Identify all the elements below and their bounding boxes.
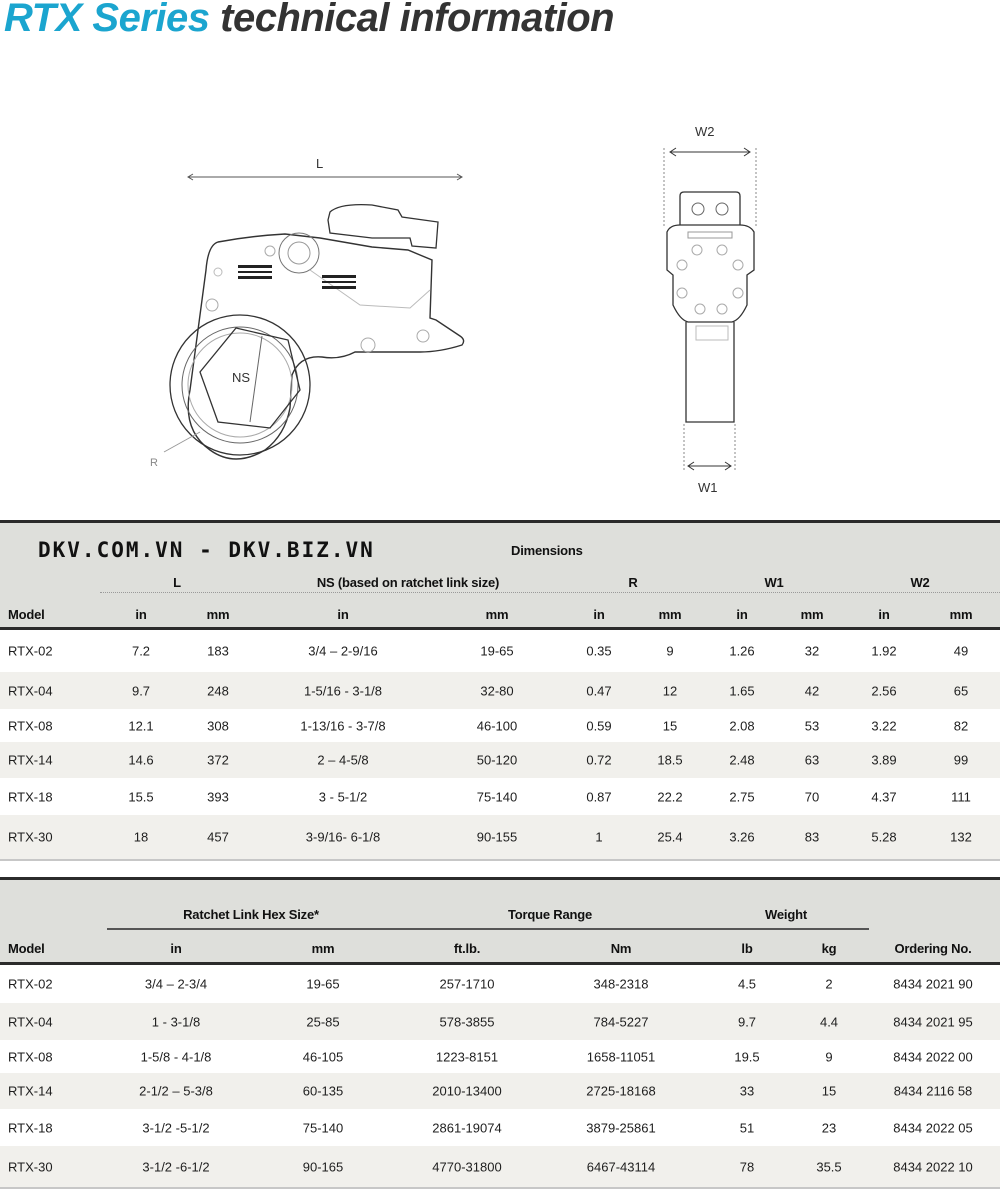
model-cell: RTX-18 (8, 1120, 53, 1135)
table-cell: 33 (739, 1083, 755, 1099)
table-cell: 7.2 (131, 643, 151, 659)
table-cell: 0.47 (586, 683, 612, 698)
column-header: kg (821, 941, 837, 956)
table-row (0, 1003, 1000, 1040)
table-cell: 2725-18168 (586, 1083, 656, 1099)
table-cell: 8434 2021 90 (893, 976, 973, 992)
table-cell: 99 (953, 752, 969, 768)
table-cell: 32-80 (480, 683, 514, 698)
table-cell: 12 (662, 683, 678, 698)
table-cell: 1.26 (729, 643, 755, 659)
table-cell: 1-13/16 - 3-7/8 (300, 718, 386, 733)
table-cell: 2861-19074 (432, 1120, 502, 1135)
table-cell: 2010-13400 (432, 1083, 502, 1099)
group-header: Ratchet Link Hex Size* (183, 907, 319, 922)
table-cell: 8434 2022 00 (893, 1049, 973, 1064)
table-row (0, 778, 1000, 815)
table-cell: 248 (207, 683, 229, 698)
column-header: mm (949, 607, 973, 622)
column-header: mm (658, 607, 682, 622)
table-cell: 46-105 (302, 1049, 344, 1064)
table-cell: 46-100 (476, 718, 518, 733)
group-header: NS (based on ratchet link size) (316, 575, 500, 590)
table-cell: 4770-31800 (432, 1159, 502, 1174)
group-header: L (173, 575, 181, 590)
table-cell: 1.92 (871, 643, 897, 659)
table-cell: 50-120 (476, 752, 518, 768)
label-length: L (316, 156, 324, 171)
column-header: in (170, 941, 182, 956)
specifications-table-body (0, 965, 1000, 1187)
table-cell: 19.5 (734, 1049, 760, 1064)
model-cell: RTX-30 (8, 829, 53, 845)
table-cell: 132 (950, 829, 972, 845)
column-header: in (337, 607, 349, 622)
table-bottom-rule (0, 859, 1000, 861)
table-cell: 3879-25861 (586, 1120, 656, 1135)
table-cell: 348-2318 (593, 976, 649, 992)
table-cell: 78 (739, 1159, 755, 1174)
table-cell: 8434 2022 10 (893, 1159, 973, 1174)
table-cell: 65 (953, 683, 969, 698)
table-row (0, 1040, 1000, 1073)
table-cell: 19-65 (306, 976, 340, 992)
table-cell: 22.2 (657, 789, 683, 804)
table-cell: 393 (207, 789, 229, 804)
dimensions-table-header (0, 523, 1000, 627)
model-cell: RTX-14 (8, 752, 53, 768)
torque-wrench-side-icon (140, 150, 480, 480)
group-divider (107, 928, 869, 930)
table-cell: 457 (207, 829, 229, 845)
column-header: mm (206, 607, 230, 622)
table-cell: 111 (951, 789, 971, 804)
table-cell: 578-3855 (439, 1014, 495, 1029)
table-cell: 25-85 (306, 1014, 340, 1029)
column-header: in (135, 607, 147, 622)
table-cell: 9 (666, 643, 674, 659)
group-header: R (628, 575, 638, 590)
table-cell: 32 (804, 643, 820, 659)
specifications-table (0, 877, 1000, 1189)
group-divider (100, 592, 1000, 593)
table-cell: 15 (821, 1083, 837, 1099)
table-row (0, 965, 1000, 1003)
table-cell: 35.5 (816, 1159, 842, 1174)
table-cell: 1223-8151 (435, 1049, 499, 1064)
table-row (0, 672, 1000, 709)
table-cell: 3-1/2 -6-1/2 (142, 1159, 210, 1174)
table-cell: 42 (804, 683, 820, 698)
table-cell: 90-155 (476, 829, 518, 845)
table-cell: 183 (207, 643, 229, 659)
table-cell: 3/4 – 2-3/4 (144, 976, 208, 992)
label-radius: R (150, 457, 158, 469)
table-cell: 9 (825, 1049, 833, 1064)
column-header: mm (311, 941, 335, 956)
dimensions-table (0, 520, 1000, 861)
table-cell: 372 (207, 752, 229, 768)
side-view-drawing (140, 150, 480, 480)
table-cell: 1-5/16 - 3-1/8 (303, 683, 383, 698)
column-header: mm (485, 607, 509, 622)
table-cell: 49 (953, 643, 969, 659)
model-cell: RTX-18 (8, 789, 53, 804)
table-cell: 0.35 (586, 643, 612, 659)
table-cell: 9.7 (131, 683, 151, 698)
table-cell: 3.22 (871, 718, 897, 733)
table-cell: 3/4 – 2-9/16 (308, 643, 378, 659)
model-cell: RTX-14 (8, 1083, 53, 1099)
table-cell: 2-1/2 – 5-3/8 (139, 1083, 213, 1099)
column-header: Ordering No. (894, 941, 972, 956)
front-view-drawing (640, 110, 780, 500)
column-header: in (878, 607, 890, 622)
table-cell: 2.08 (729, 718, 755, 733)
model-cell: RTX-08 (8, 718, 53, 733)
label-nut-size: NS (232, 370, 251, 385)
group-header: W1 (764, 575, 784, 590)
table-cell: 70 (804, 789, 820, 804)
table-cell: 53 (804, 718, 820, 733)
table-cell: 63 (804, 752, 820, 768)
title-series: RTX Series (4, 0, 210, 40)
page-title (4, 0, 614, 41)
column-header: Nm (610, 941, 632, 956)
table-caption: Dimensions (511, 543, 583, 558)
table-cell: 257-1710 (439, 976, 495, 992)
group-header: W2 (910, 575, 930, 590)
table-row (0, 1073, 1000, 1109)
table-cell: 9.7 (737, 1014, 757, 1029)
column-header: in (593, 607, 605, 622)
table-cell: 4.37 (871, 789, 897, 804)
table-cell: 4.5 (737, 976, 757, 992)
table-cell: 83 (804, 829, 820, 845)
model-cell: RTX-04 (8, 683, 53, 698)
table-cell: 15.5 (128, 789, 154, 804)
table-row (0, 742, 1000, 778)
table-cell: 75-140 (302, 1120, 344, 1135)
table-cell: 18.5 (657, 752, 683, 768)
table-cell: 0.59 (586, 718, 612, 733)
table-cell: 0.87 (586, 789, 612, 804)
table-row (0, 709, 1000, 742)
table-cell: 15 (662, 718, 678, 733)
model-cell: RTX-02 (8, 976, 53, 992)
table-cell: 23 (821, 1120, 837, 1135)
table-cell: 1-5/8 - 4-1/8 (140, 1049, 212, 1064)
table-cell: 90-165 (302, 1159, 344, 1174)
table-cell: 19-65 (480, 643, 514, 659)
specifications-table-header (0, 880, 1000, 962)
table-cell: 8434 2116 58 (893, 1083, 973, 1099)
table-cell: 5.28 (871, 829, 897, 845)
table-cell: 75-140 (476, 789, 518, 804)
table-row (0, 1146, 1000, 1187)
column-header: lb (741, 941, 753, 956)
table-cell: 12.1 (128, 718, 154, 733)
table-cell: 784-5227 (593, 1014, 649, 1029)
table-cell: 1658-11051 (586, 1049, 656, 1064)
model-cell: RTX-02 (8, 643, 53, 659)
table-cell: 3-1/2 -5-1/2 (142, 1120, 210, 1135)
table-cell: 308 (207, 718, 229, 733)
table-cell: 14.6 (128, 752, 154, 768)
table-cell: 2 – 4-5/8 (317, 752, 369, 768)
table-cell: 8434 2021 95 (893, 1014, 973, 1029)
table-cell: 3.89 (871, 752, 897, 768)
title-subtitle: technical information (220, 0, 615, 40)
table-row (0, 630, 1000, 672)
table-cell: 3.26 (729, 829, 755, 845)
table-cell: 82 (953, 718, 969, 733)
brand-watermark: DKV.COM.VN - DKV.BIZ.VN (38, 538, 375, 562)
table-cell: 8434 2022 05 (893, 1120, 973, 1135)
group-header: Torque Range (507, 907, 593, 922)
table-cell: 25.4 (657, 829, 683, 845)
table-cell: 1 - 3-1/8 (151, 1014, 201, 1029)
table-cell: 0.72 (586, 752, 612, 768)
table-row (0, 815, 1000, 859)
dimensions-table-body (0, 630, 1000, 859)
table-cell: 1 (595, 829, 603, 845)
table-cell: 6467-43114 (586, 1159, 656, 1174)
table-cell: 60-135 (302, 1083, 344, 1099)
column-header: ft.lb. (453, 941, 481, 956)
table-cell: 2.75 (729, 789, 755, 804)
label-width-top: W2 (695, 124, 715, 139)
column-header: Model (8, 941, 45, 956)
column-header: Model (8, 607, 45, 622)
column-header: in (736, 607, 748, 622)
table-cell: 3-9/16- 6-1/8 (305, 829, 381, 845)
table-cell: 51 (739, 1120, 755, 1135)
table-cell: 1.65 (729, 683, 755, 698)
model-cell: RTX-30 (8, 1159, 53, 1174)
table-cell: 18 (133, 829, 149, 845)
table-cell: 2 (825, 976, 833, 992)
model-cell: RTX-04 (8, 1014, 53, 1029)
table-cell: 2.48 (729, 752, 755, 768)
group-header: Weight (765, 907, 807, 922)
label-width-bottom: W1 (698, 480, 718, 495)
table-cell: 4.4 (819, 1014, 839, 1029)
torque-wrench-front-icon (640, 110, 780, 500)
table-cell: 2.56 (871, 683, 897, 698)
table-cell: 3 - 5-1/2 (318, 789, 368, 804)
table-row (0, 1109, 1000, 1146)
column-header: mm (800, 607, 824, 622)
model-cell: RTX-08 (8, 1049, 53, 1064)
